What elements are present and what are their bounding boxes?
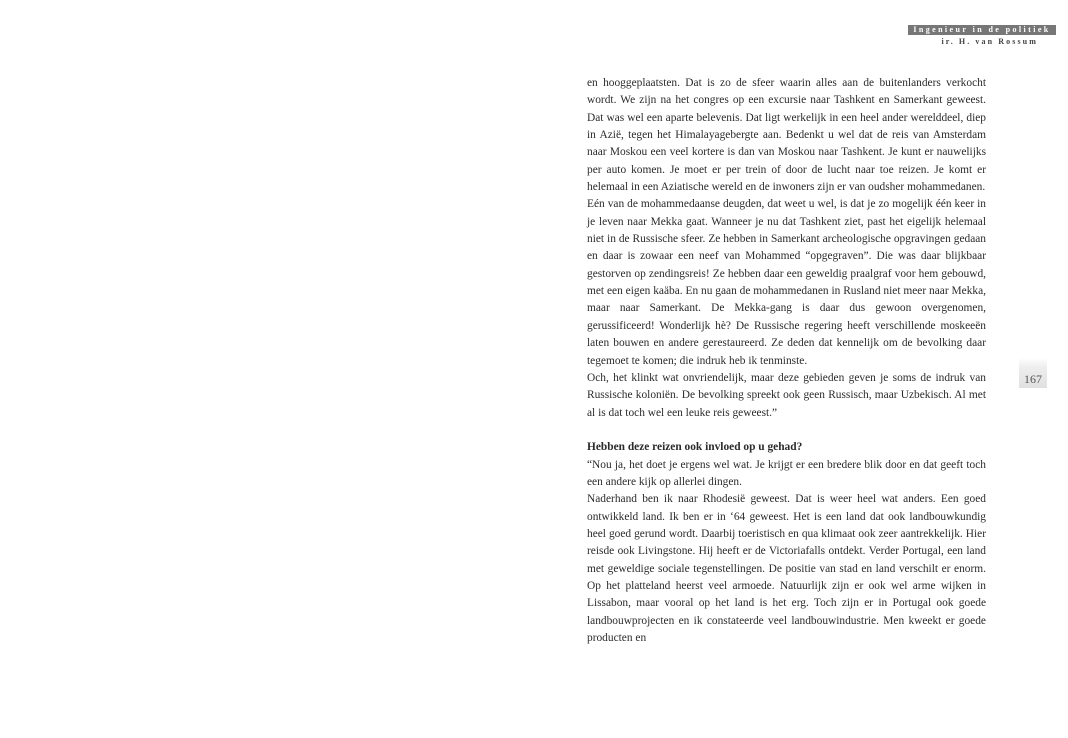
page-number: 167 bbox=[1019, 358, 1047, 388]
running-header-author: ir. H. van Rossum bbox=[941, 37, 1038, 46]
body-text bbox=[587, 75, 986, 647]
paragraph: Och, het klinkt wat onvriendelijk, maar deze gebieden geven je soms de indruk van Russische koloniën. De bevolking spreekt ook geen Russisch, maar Uzbekisch. Al met al is dat toch wel een leuke reis geweest.” bbox=[587, 371, 986, 419]
paragraph: en hooggeplaatsten. Dat is zo de sfeer waarin alles aan de buitenlanders verkocht wordt. We zijn na het congres op een excursie naar Tashkent en Samerkant geweest. Dat was wel een aparte belevenis. Dat ligt werkelijk in een heel ander werelddeel, diep in Azië, tegen het Himalayagebergte aan. Bedenkt u wel dat de reis van Amsterdam naar Moskou een veel kortere is dan van Moskou naar Tashkent. Je kunt er nauwelijks per auto komen. Je moet er per trein of door de lucht naar toe reizen. Je komt er helemaal in een Aziatische wereld en de inwoners zijn er van oudsher mohammedanen. bbox=[587, 77, 986, 194]
paragraph: Eén van de mohammedaanse deugden, dat weet u wel, is dat je zo mogelijk één keer in je leven naar Mekka gaat. Wanneer je nu dat Tashkent ziet, past het eigelijk helemaal niet in de Russische sfeer. Ze hebben in Samerkant archeologische opgravingen gedaan en daar is zowaar een neef van Mohammed “opgegraven”. Die was daar blijkbaar gestorven op zendingsreis! Ze hebben daar een geweldig praalgraf voor hem gebouwd, met een eigen kaäba. En nu gaan de mohammedanen in Rusland niet meer naar Mekka, maar naar Samerkant. De Mekka-gang is daar dus gewoon overgenomen, gerussificeerd! Wonderlijk hè? De Russische regering heeft verschillende moskeeën laten bouwen en andere gerestaureerd. Ze deden dat kennelijk om de bevolking daar tegemoet te komen; die indruk heb ik tenminste. bbox=[587, 198, 986, 367]
paragraph: Naderhand ben ik naar Rhodesië geweest. Dat is weer heel wat anders. Een goed ontwikkeld land. Ik ben er in ‘64 geweest. Het is een land dat ook landbouwkundig heel goed gerund wordt. Daarbij toeristisch en qua klimaat ook zeer aantrekkelijk. Hier reisde ook Livingstone. Hij heeft er de Victoriafalls ontdekt. Verder Portugal, een land met geweldige sociale tegenstellingen. De positie van stad en land verschilt er enorm. Op het platteland heerst veel armoede. Natuurlijk zijn er ook wel arme wijken in Lissabon, maar vooral op het land is het erg. Toch zijn er in Portugal ook goede landbouwprojecten en ik constateerde veel landbouwindustrie. Men kweekt er goede producten en bbox=[587, 493, 986, 644]
paragraph-spacer bbox=[587, 422, 986, 439]
paragraph: “Nou ja, het doet je ergens wel wat. Je krijgt er een bredere blik door en dat geeft toch een andere kijk op allerlei dingen. bbox=[587, 458, 986, 488]
running-header-title: Ingenieur in de politiek bbox=[908, 25, 1056, 35]
interview-question: Hebben deze reizen ook invloed op u gehad? bbox=[587, 441, 803, 454]
